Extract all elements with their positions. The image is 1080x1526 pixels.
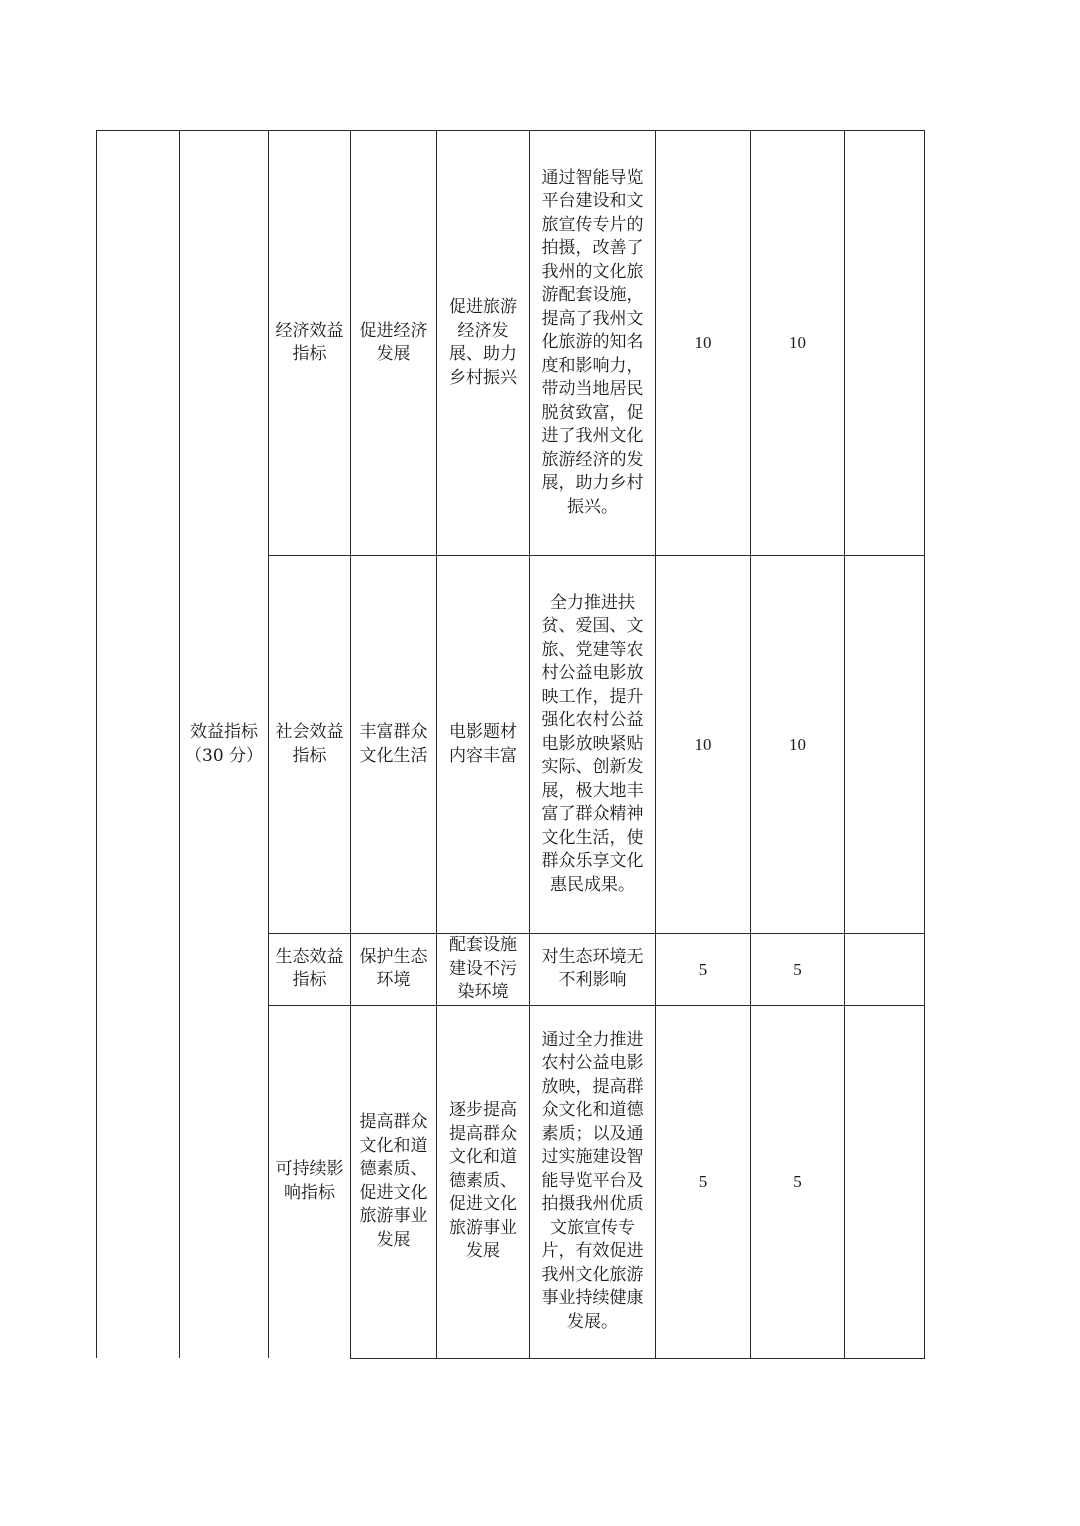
weight-cell: 5 <box>656 1005 751 1358</box>
sub-indicator-cell: 可持续影响指标 <box>269 1005 351 1358</box>
weight-cell: 10 <box>656 131 751 556</box>
actual-cell: 通过全力推进农村公益电影放映，提高群众文化和道德素质；以及通过实施建设智能导览平台及拍摄我州优质文旅宣传专片，有效促进我州文化旅游事业持续健康发展。 <box>530 1005 656 1358</box>
indicator-cell: 促进经济发展 <box>351 131 437 556</box>
target-cell: 逐步提高提高群众文化和道德素质、促进文化旅游事业发展 <box>437 1005 530 1358</box>
sub-indicator-cell: 社会效益指标 <box>269 556 351 934</box>
sub-indicator-cell: 经济效益指标 <box>269 131 351 556</box>
performance-table <box>96 130 925 1359</box>
note-cell <box>845 556 925 934</box>
target-cell: 电影题材内容丰富 <box>437 556 530 934</box>
score-cell: 10 <box>751 131 845 556</box>
actual-cell: 全力推进扶贫、爱国、文旅、党建等农村公益电影放映工作，提升强化农村公益电影放映紧贴实际、创新发展，极大地丰富了群众精神文化生活，使群众乐享文化惠民成果。 <box>530 556 656 934</box>
target-cell: 促进旅游经济发展、助力乡村振兴 <box>437 131 530 556</box>
indicator-cell: 丰富群众文化生活 <box>351 556 437 934</box>
indicator-cell: 保护生态环境 <box>351 934 437 1006</box>
score-cell: 5 <box>751 934 845 1006</box>
category-label: 效益指标 （30 分） <box>185 722 264 766</box>
indicator-cell: 提高群众文化和道德素质、促进文化旅游事业发展 <box>351 1005 437 1358</box>
blank-first-column-cell <box>97 131 180 1359</box>
actual-cell: 对生态环境无不利影响 <box>530 934 656 1006</box>
score-cell: 10 <box>751 556 845 934</box>
table-row <box>97 131 925 556</box>
sub-indicator-cell: 生态效益指标 <box>269 934 351 1006</box>
category-cell <box>180 131 269 1359</box>
note-cell <box>845 1005 925 1358</box>
actual-cell: 通过智能导览平台建设和文旅宣传专片的拍摄，改善了我州的文化旅游配套设施，提高了我州文化旅游的知名度和影响力，带动当地居民脱贫致富，促进了我州文化旅游经济的发展，助力乡村振兴。 <box>530 131 656 556</box>
score-cell: 5 <box>751 1005 845 1358</box>
note-cell <box>845 934 925 1006</box>
target-cell: 配套设施建设不污染环境 <box>437 934 530 1006</box>
note-cell <box>845 131 925 556</box>
weight-cell: 5 <box>656 934 751 1006</box>
weight-cell: 10 <box>656 556 751 934</box>
